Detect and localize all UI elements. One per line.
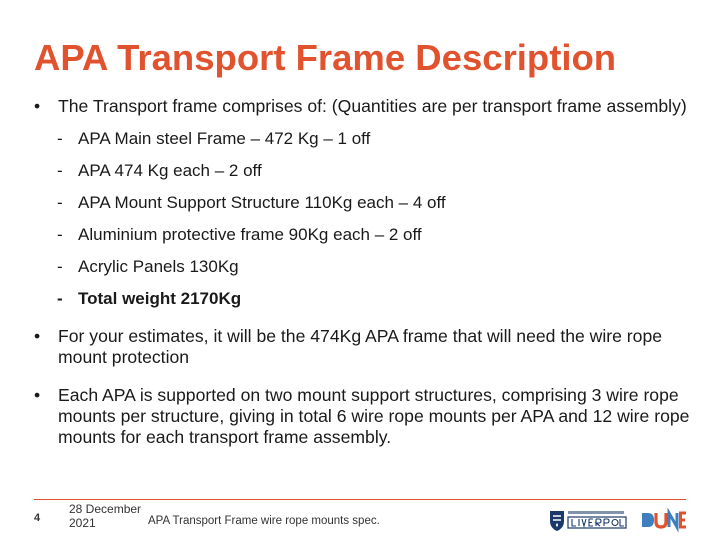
sub-item	[34, 256, 694, 277]
bullet-marker: •	[34, 385, 41, 405]
dash-marker: -	[57, 225, 63, 244]
footer-divider	[34, 499, 686, 500]
sub-item-text: APA Main steel Frame – 472 Kg – 1 off	[78, 129, 371, 148]
sub-item-text: Total weight 2170Kg	[78, 289, 242, 308]
sub-item-text: Aluminium protective frame 90Kg each – 2 off	[78, 225, 422, 244]
dash-marker: -	[57, 161, 63, 180]
sub-item-total	[34, 288, 694, 309]
dash-marker: -	[57, 289, 63, 308]
dash-marker: -	[57, 129, 63, 148]
sub-item	[34, 224, 694, 245]
bullet-marker: •	[34, 96, 41, 116]
bullet-item	[34, 326, 694, 368]
footer-text: APA Transport Frame wire rope mounts spec.	[148, 515, 380, 527]
bullet-item	[34, 385, 694, 448]
page-number: 4	[34, 512, 41, 524]
bullet-marker: •	[34, 326, 41, 346]
footer-date: 28 December 2021	[69, 502, 142, 530]
bullet-item	[34, 96, 694, 117]
dune-logo	[641, 508, 687, 532]
sub-list	[34, 128, 694, 309]
university-of-liverpool-logo	[549, 508, 629, 532]
sub-item	[34, 160, 694, 181]
sub-item-text: APA 474 Kg each – 2 off	[78, 161, 262, 180]
bullet-text: Each APA is supported on two mount support structures, comprising 3 wire rope mounts per structure, giving in total 6 wire rope mounts per APA and 12 wire rope mounts for each transport frame assembly.	[58, 385, 690, 447]
sub-item-text: APA Mount Support Structure 110Kg each – 4 off	[78, 193, 446, 212]
bullet-text: The Transport frame comprises of: (Quantities are per transport frame assembly)	[58, 96, 687, 116]
sub-item	[34, 192, 694, 213]
slide-content	[34, 96, 694, 448]
sub-item	[34, 128, 694, 149]
slide-title: APA Transport Frame Description	[34, 37, 617, 78]
bullet-text: For your estimates, it will be the 474Kg APA frame that will need the wire rope mount protection	[58, 326, 663, 367]
sub-item-text: Acrylic Panels 130Kg	[78, 257, 239, 276]
dash-marker: -	[57, 193, 63, 212]
dash-marker: -	[57, 257, 63, 276]
